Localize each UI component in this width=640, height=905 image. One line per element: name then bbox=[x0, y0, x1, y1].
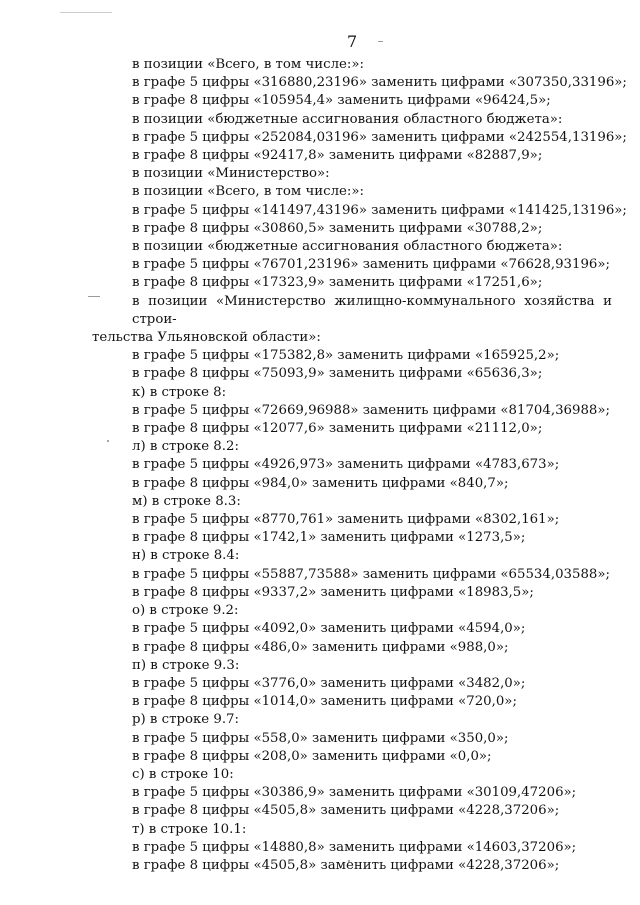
scan-artifact bbox=[60, 12, 112, 13]
text-line: р) в строке 9.7: bbox=[132, 712, 239, 728]
text-line: в графе 8 цифры «9337,2» заменить цифрами «18983,5»; bbox=[132, 584, 534, 600]
text-line: в графе 5 цифры «14880,8» заменить цифрами «14603,37206»; bbox=[132, 839, 577, 855]
text-line: в графе 5 цифры «8770,761» заменить цифрами «8302,161»; bbox=[132, 512, 560, 528]
text-line: в графе 5 цифры «76701,23196» заменить цифрами «76628,93196»; bbox=[132, 257, 610, 273]
text-line: в графе 8 цифры «12077,6» заменить цифрами «21112,0»; bbox=[132, 421, 543, 437]
text-line: в графе 8 цифры «1014,0» заменить цифрами «720,0»; bbox=[132, 694, 517, 710]
text-line: в графе 5 цифры «4926,973» заменить цифрами «4783,673»; bbox=[132, 457, 560, 473]
text-line: в графе 5 цифры «4092,0» заменить цифрами «4594,0»; bbox=[132, 621, 526, 637]
text-line: в графе 8 цифры «92417,8» заменить цифрами «82887,9»; bbox=[132, 148, 543, 164]
text-line: в позиции «бюджетные ассигнования областного бюджета»: bbox=[132, 111, 563, 127]
text-line: в графе 8 цифры «4505,8» заменить цифрами «4228,37206»; bbox=[132, 857, 560, 873]
text-line: в позиции «Всего, в том числе:»: bbox=[132, 57, 365, 72]
text-line: л) в строке 8.2: bbox=[132, 439, 239, 455]
text-line: в позиции «Министерство»: bbox=[132, 166, 330, 182]
text-line: в графе 8 цифры «17323,9» заменить цифрами «17251,6»; bbox=[132, 275, 543, 291]
text-line: т) в строке 10.1: bbox=[132, 821, 247, 837]
document-body bbox=[92, 56, 627, 875]
text-line: в позиции «Всего, в том числе:»: bbox=[132, 184, 365, 200]
page-number: 7 bbox=[347, 32, 358, 51]
text-line: в графе 8 цифры «30860,5» заменить цифрами «30788,2»; bbox=[132, 220, 543, 236]
text-line: в графе 8 цифры «984,0» заменить цифрами «840,7»; bbox=[132, 475, 509, 491]
text-line: в графе 5 цифры «141497,43196» заменить цифрами «141425,13196»; bbox=[132, 202, 627, 218]
text-line: о) в строке 9.2: bbox=[132, 603, 239, 619]
text-line: в графе 8 цифры «75093,9» заменить цифрами «65636,3»; bbox=[132, 366, 543, 382]
text-line: в графе 5 цифры «30386,9» заменить цифрами «30109,47206»; bbox=[132, 785, 577, 801]
text-line: в графе 5 цифры «252084,03196» заменить цифрами «242554,13196»; bbox=[132, 129, 627, 145]
scan-artifact bbox=[378, 41, 383, 42]
text-line: в графе 8 цифры «486,0» заменить цифрами «988,0»; bbox=[132, 639, 509, 655]
text-line: к) в строке 8: bbox=[132, 384, 227, 400]
text-line: в графе 5 цифры «316880,23196» заменить цифрами «307350,33196»; bbox=[132, 75, 627, 91]
text-line: н) в строке 8.4: bbox=[132, 548, 240, 564]
text-line: в графе 8 цифры «1742,1» заменить цифрами «1273,5»; bbox=[132, 530, 526, 546]
text-line: м) в строке 8.3: bbox=[132, 493, 241, 509]
text-line: в графе 5 цифры «3776,0» заменить цифрами «3482,0»; bbox=[132, 675, 526, 691]
text-line: в графе 5 цифры «558,0» заменить цифрами «350,0»; bbox=[132, 730, 509, 746]
text-line: в позиции «бюджетные ассигнования областного бюджета»: bbox=[132, 239, 563, 255]
text-line: с) в строке 10: bbox=[132, 766, 234, 782]
text-line: в графе 8 цифры «4505,8» заменить цифрами «4228,37206»; bbox=[132, 803, 560, 819]
text-line: в графе 5 цифры «55887,73588» заменить цифрами «65534,03588»; bbox=[132, 566, 610, 582]
text-line: в графе 5 цифры «72669,96988» заменить цифрами «81704,36988»; bbox=[132, 402, 610, 418]
text-line: в графе 8 цифры «105954,4» заменить цифрами «96424,5»; bbox=[132, 93, 551, 109]
text-line: п) в строке 9.3: bbox=[132, 657, 240, 673]
text-line: в позиции «Министерство жилищно-коммунального хозяйства и строи- bbox=[132, 293, 612, 327]
text-line: в графе 5 цифры «175382,8» заменить цифрами «165925,2»; bbox=[132, 348, 560, 364]
text-line: тельства Ульяновской области»: bbox=[92, 330, 321, 346]
text-line: в графе 8 цифры «208,0» заменить цифрами «0,0»; bbox=[132, 748, 492, 764]
